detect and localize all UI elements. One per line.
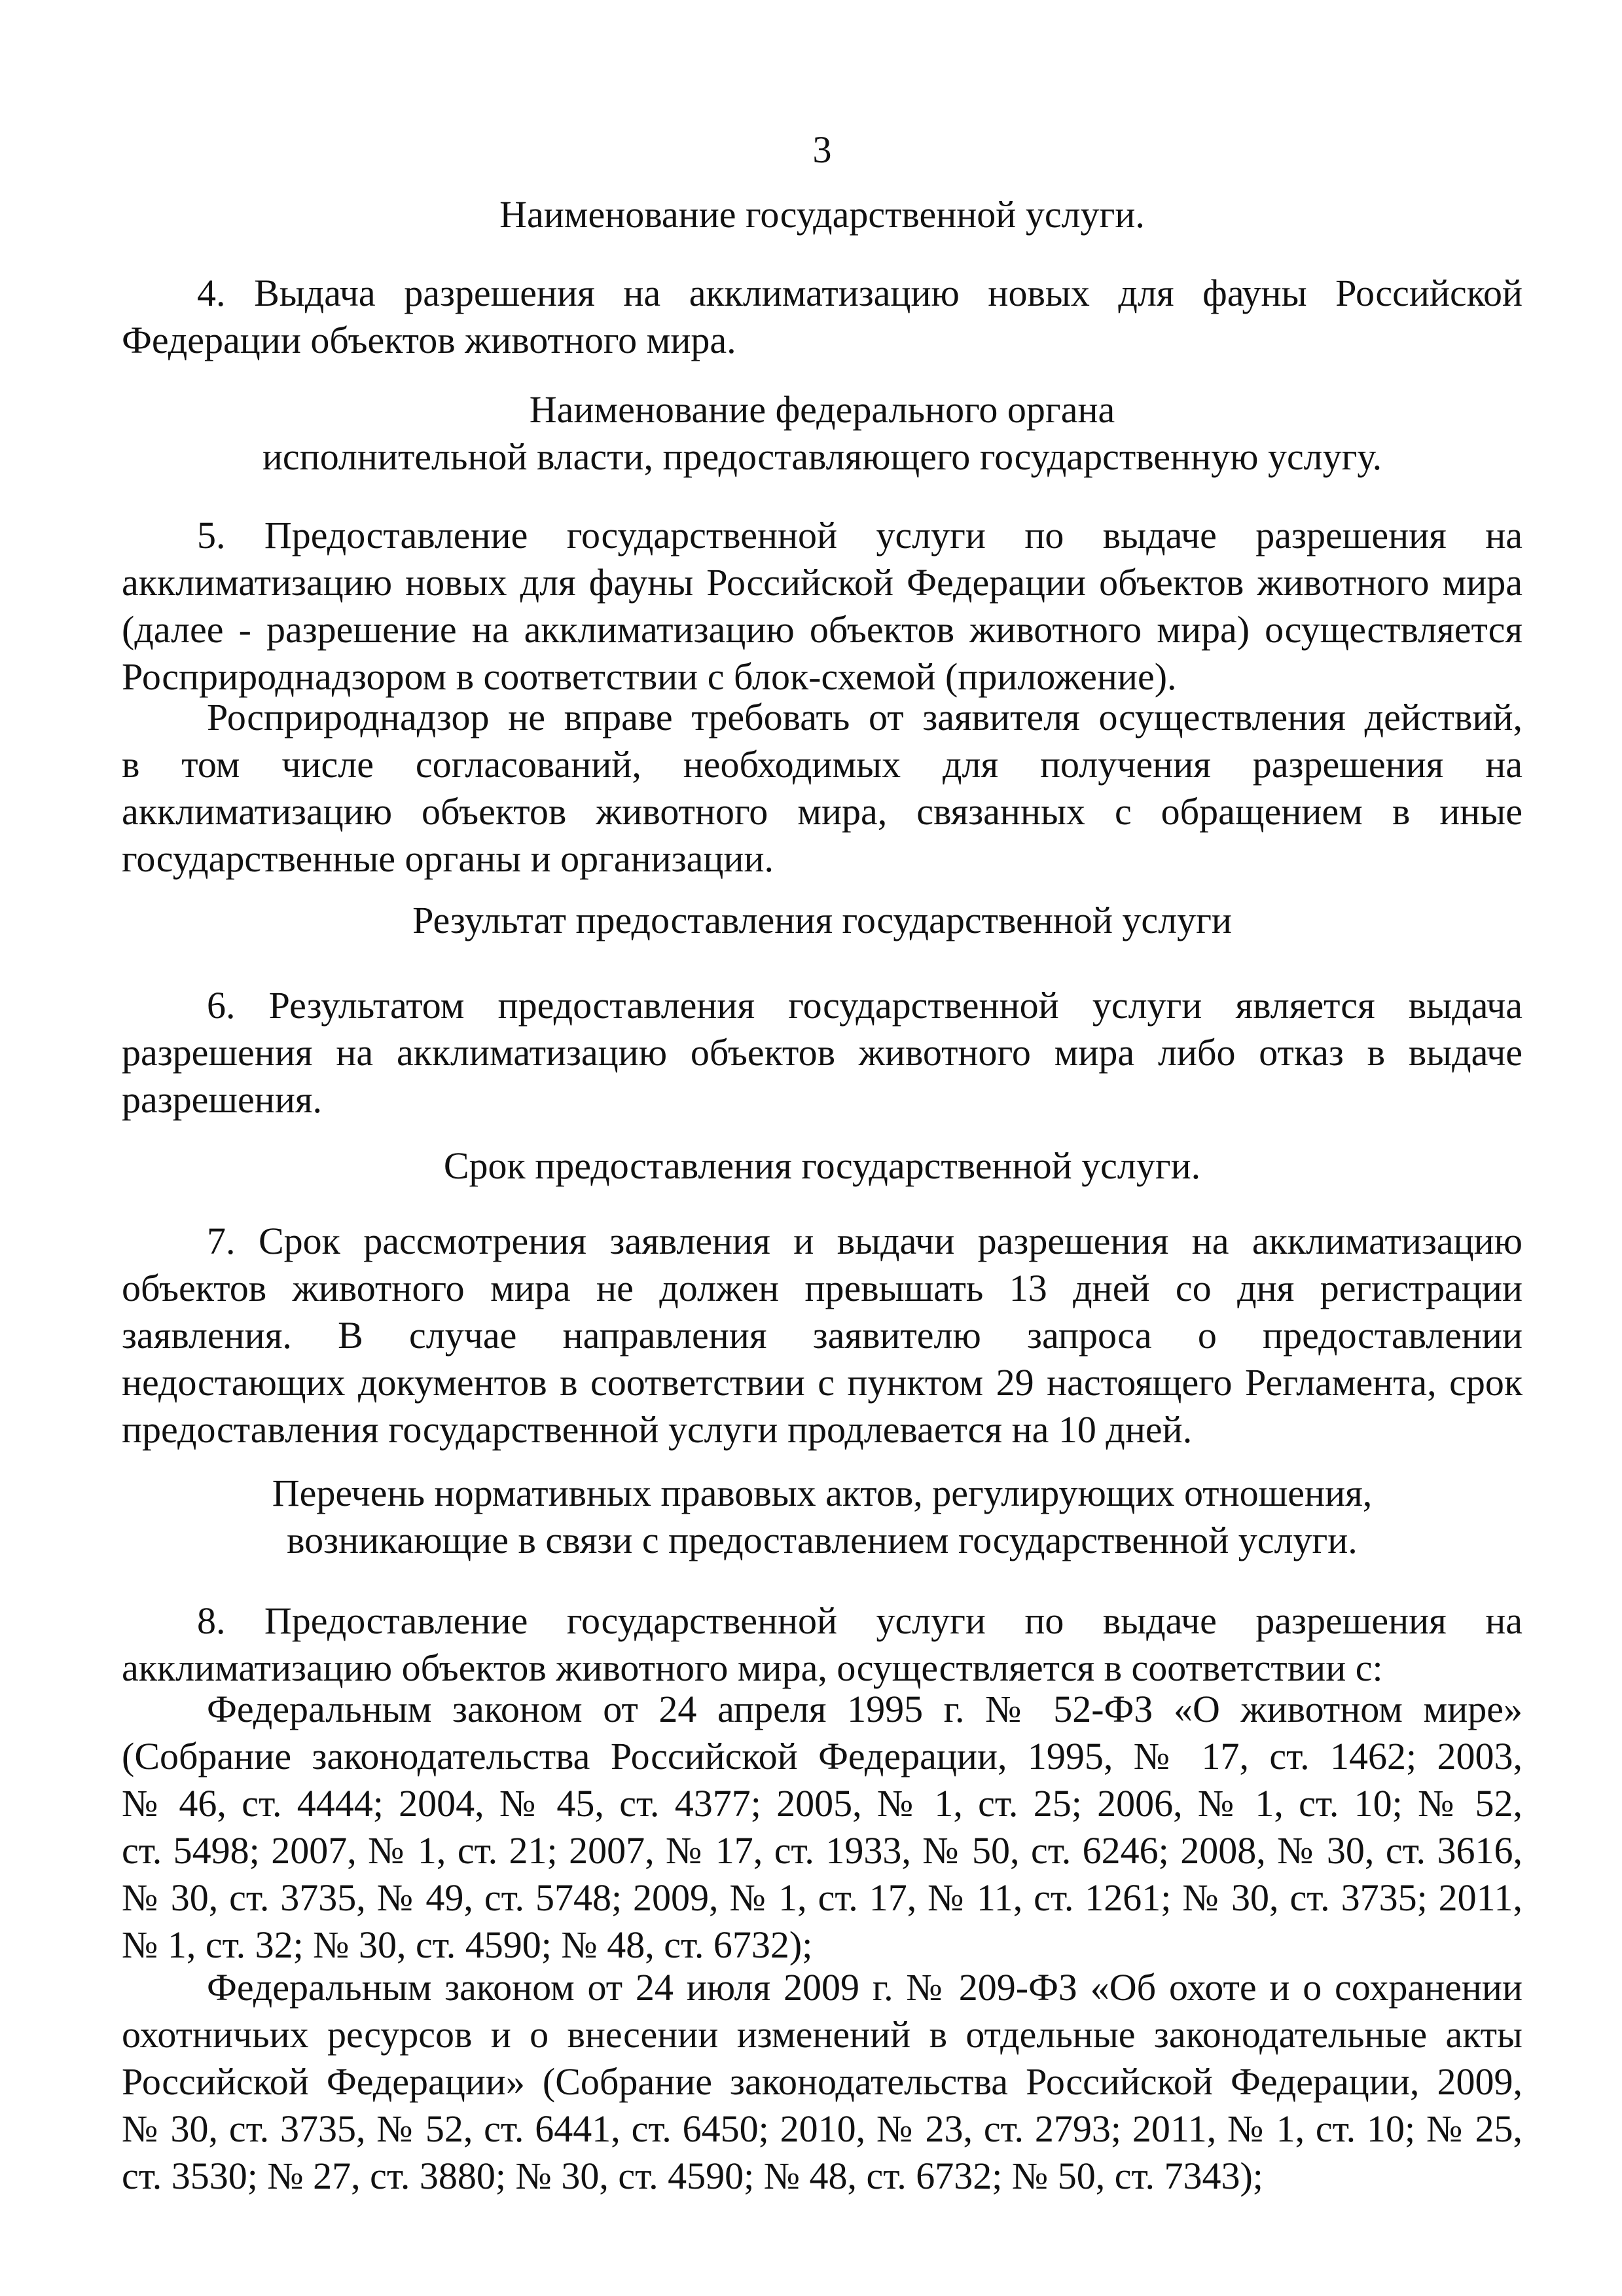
text-line: недостающих документов в соответствии с пунктом 29 настоящего Регламента, срок (122, 1361, 1523, 1404)
text-line: № 1, ст. 32; № 30, ст. 4590; № 48, ст. 6732); (122, 1923, 813, 1966)
heading-line: исполнительной власти, предоставляющего государственную услугу. (262, 435, 1382, 478)
text-line: Росприроднадзор не вправе требовать от заявителя осуществления действий, (207, 696, 1523, 738)
heading-federal-body (122, 386, 1523, 481)
text-line: в том числе согласований, необходимых для получения разрешения на (122, 743, 1523, 786)
text-line: заявления. В случае направления заявителю запроса о предоставлении (122, 1314, 1523, 1357)
text-line: 6. Результатом предоставления государственной услуги является выдача (207, 984, 1523, 1027)
heading-line: Наименование федерального органа (529, 388, 1115, 431)
text-line: Федерации объектов животного мира. (122, 319, 736, 361)
text-line: предоставления государственной услуги продлевается на 10 дней. (122, 1408, 1193, 1451)
text-line: 4. Выдача разрешения на акклиматизацию новых для фауны Российской (197, 272, 1523, 314)
text-line: № 30, ст. 3735, № 52, ст. 6441, ст. 6450; 2010, № 23, ст. 2793; 2011, № 1, ст. 10; № 25, (122, 2107, 1523, 2150)
text-line: Росприроднадзором в соответствии с блок-схемой (приложение). (122, 655, 1177, 698)
text-line: ст. 5498; 2007, № 1, ст. 21; 2007, № 17, ст. 1933, № 50, ст. 6246; 2008, № 30, ст. 3616, (122, 1829, 1523, 1872)
heading-normative-acts (122, 1470, 1523, 1564)
text-line: (далее - разрешение на акклиматизацию объектов животного мира) осуществляется (122, 608, 1523, 651)
heading-result: Результат предоставления государственной услуги (412, 899, 1232, 941)
text-line: объектов животного мира не должен превышать 13 дней со дня регистрации (122, 1267, 1523, 1309)
text-line: (Собрание законодательства Российской Федерации, 1995, № 17, ст. 1462; 2003, (122, 1735, 1523, 1777)
text-line: акклиматизацию объектов животного мира, осуществляется в соответствии с: (122, 1647, 1383, 1689)
paragraph-6 (122, 982, 1523, 1123)
heading-service-name: Наименование государственной услуги. (499, 193, 1145, 236)
paragraph-5 (122, 512, 1523, 701)
paragraph-5b (122, 694, 1523, 883)
text-line: охотничьих ресурсов и о внесении изменений в отдельные законодательные акты (122, 2013, 1523, 2056)
heading-line: Перечень нормативных правовых актов, регулирующих отношения, (272, 1472, 1373, 1514)
paragraph-7 (122, 1218, 1523, 1453)
heading-line: возникающие в связи с предоставлением государственной услуги. (287, 1519, 1358, 1561)
text-line: разрешения. (122, 1078, 323, 1121)
text-line: ст. 3530; № 27, ст. 3880; № 30, ст. 4590; № 48, ст. 6732; № 50, ст. 7343); (122, 2155, 1263, 2197)
text-line: Федеральным законом от 24 июля 2009 г. № 209-ФЗ «Об охоте и о сохранении (207, 1966, 1523, 2009)
text-line: 7. Срок рассмотрения заявления и выдачи разрешения на акклиматизацию (207, 1220, 1523, 1262)
text-line: 8. Предоставление государственной услуги по выдаче разрешения на (197, 1599, 1523, 1642)
paragraph-4 (122, 270, 1523, 364)
text-line: акклиматизацию новых для фауны Российской Федерации объектов животного мира (122, 561, 1523, 604)
page-number: 3 (812, 128, 832, 171)
text-line: № 30, ст. 3735, № 49, ст. 5748; 2009, № 1, ст. 17, № 11, ст. 1261; № 30, ст. 3735; 2011, (122, 1876, 1523, 1919)
text-line: Федеральным законом от 24 апреля 1995 г. № 52-ФЗ «О животном мире» (207, 1688, 1523, 1730)
text-line: акклиматизацию объектов животного мира, связанных с обращением в иные (122, 790, 1523, 833)
text-line: разрешения на акклиматизацию объектов животного мира либо отказ в выдаче (122, 1031, 1523, 1074)
text-line: № 46, ст. 4444; 2004, № 45, ст. 4377; 2005, № 1, ст. 25; 2006, № 1, ст. 10; № 52, (122, 1782, 1523, 1825)
text-line: государственные органы и организации. (122, 837, 774, 880)
text-line: Российской Федерации» (Собрание законодательства Российской Федерации, 2009, (122, 2060, 1523, 2103)
heading-term: Срок предоставления государственной услуги. (443, 1144, 1201, 1187)
paragraph-8b (122, 1964, 1523, 2200)
paragraph-8a (122, 1686, 1523, 1969)
paragraph-8 (122, 1597, 1523, 1692)
text-line: 5. Предоставление государственной услуги по выдаче разрешения на (197, 514, 1523, 556)
